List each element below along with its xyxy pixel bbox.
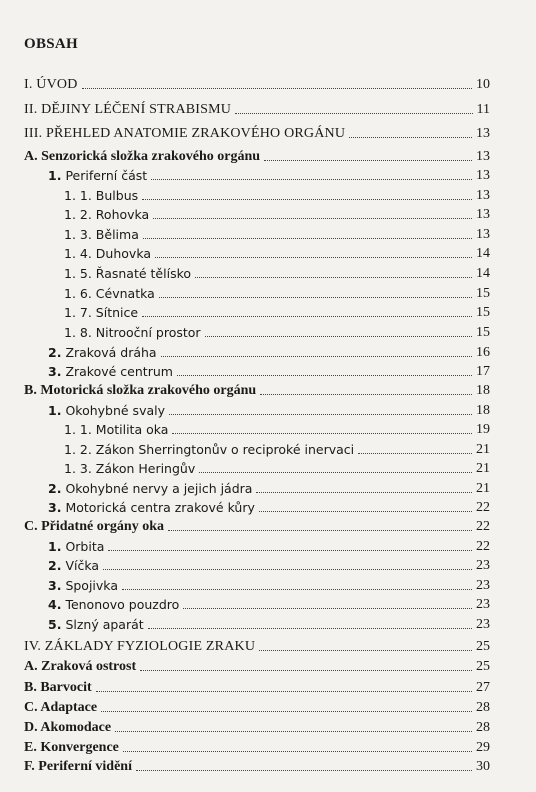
dot-leader (155, 256, 472, 258)
toc-entry-number: 2. (48, 481, 62, 496)
toc-entry[interactable] (24, 679, 490, 697)
toc-entry[interactable] (48, 557, 490, 575)
toc-entry-page: 19 (476, 422, 490, 437)
toc-entry-page: 13 (476, 188, 490, 203)
toc-entry-page: 13 (476, 149, 490, 164)
dot-leader (259, 649, 472, 651)
toc-entry-page: 18 (476, 383, 490, 398)
dot-leader (122, 588, 472, 590)
dot-leader (115, 730, 472, 732)
toc-entry-page: 29 (476, 740, 490, 755)
toc-entry-page: 14 (476, 266, 490, 281)
toc-entry-page: 21 (476, 442, 490, 457)
toc-entry[interactable] (24, 148, 490, 166)
toc-entry-number: 3. (48, 578, 62, 593)
page-title: OBSAH (24, 36, 79, 52)
dot-leader (199, 471, 472, 473)
toc-entry[interactable] (64, 324, 490, 342)
dot-leader (259, 510, 472, 512)
toc-entry-number: 1. (48, 539, 62, 554)
toc-entry-label: 1. 1. Motilita oka (64, 422, 169, 437)
toc-entry[interactable] (24, 518, 490, 536)
toc-entry-page: 25 (476, 639, 490, 654)
toc-entry-label: 1. 2. Zákon Sherringtonův o reciproké inervaci (64, 442, 355, 457)
toc-entry[interactable] (64, 206, 490, 224)
toc-entry-label: Víčka (65, 558, 100, 573)
toc-entry-page: 11 (476, 102, 490, 117)
toc-entry-label: Okohybné nervy a jejich jádra (65, 481, 253, 496)
toc-entry-label: 1. 7. Sítnice (64, 305, 139, 320)
toc-entry[interactable] (24, 125, 490, 143)
toc-entry-page: 15 (476, 286, 490, 301)
toc-entry[interactable] (24, 658, 490, 676)
toc-entry[interactable] (48, 363, 490, 381)
dot-leader (136, 769, 472, 771)
dot-leader (142, 315, 472, 317)
toc-entry[interactable] (48, 499, 490, 517)
toc-entry-label: Tenonovo pouzdro (65, 597, 180, 612)
toc-entry-page: 13 (476, 227, 490, 242)
dot-leader (349, 136, 472, 138)
toc-entry-label: Zrakové centrum (65, 364, 173, 379)
toc-entry-number: 5. (48, 617, 62, 632)
toc-entry[interactable] (48, 167, 490, 185)
toc-entry-number: 3. (48, 500, 62, 515)
toc-entry-label: IV. ZÁKLADY FYZIOLOGIE ZRAKU (24, 639, 256, 654)
dot-leader (82, 87, 472, 89)
toc-entry[interactable] (24, 101, 490, 119)
toc-entry-label: I. ÚVOD (24, 77, 78, 92)
toc-entry[interactable] (24, 719, 490, 737)
dot-leader (96, 690, 472, 692)
toc-entry-page: 10 (476, 77, 490, 92)
toc-entry-label: Okohybné svaly (65, 403, 165, 418)
toc-entry-label: B. Barvocit (24, 680, 92, 695)
toc-entry[interactable] (24, 739, 490, 757)
dot-leader (148, 627, 472, 629)
dot-leader (142, 198, 472, 200)
toc-entry-page: 28 (476, 720, 490, 735)
toc-entry-page: 21 (476, 481, 490, 496)
toc-entry-label: Periferní část (65, 168, 148, 183)
toc-entry[interactable] (48, 616, 490, 634)
toc-entry[interactable] (48, 344, 490, 362)
toc-entry-page: 23 (476, 597, 490, 612)
toc-entry-page: 22 (476, 539, 490, 554)
toc-entry-page: 23 (476, 578, 490, 593)
toc-entry-number: 1. (48, 168, 62, 183)
toc-entry-label: 1. 1. Bulbus (64, 188, 139, 203)
toc-entry-page: 22 (476, 519, 490, 534)
toc-entry-label: 1. 6. Cévnatka (64, 286, 155, 301)
toc-entry-page: 13 (476, 207, 490, 222)
toc-entry[interactable] (24, 76, 490, 94)
dot-leader (205, 335, 472, 337)
toc-entry-label: F. Periferní vidění (24, 759, 132, 774)
toc-entry[interactable] (64, 265, 490, 283)
toc-entry-label: 1. 5. Řasnaté tělísko (64, 266, 192, 281)
toc-entry-page: 14 (476, 246, 490, 261)
toc-entry-page: 16 (476, 345, 490, 360)
toc-entry-page: 13 (476, 126, 490, 141)
toc-entry-label: B. Motorická složka zrakového orgánu (24, 383, 257, 398)
toc-entry-page: 28 (476, 700, 490, 715)
dot-leader (177, 374, 472, 376)
dot-leader (260, 393, 472, 395)
toc-entry[interactable] (64, 226, 490, 244)
toc-entry-page: 18 (476, 403, 490, 418)
dot-leader (358, 452, 472, 454)
toc-entry-number: 2. (48, 345, 62, 360)
dot-leader (108, 549, 472, 551)
toc-entry[interactable] (64, 441, 490, 459)
toc-entry[interactable] (48, 402, 490, 420)
toc-entry-label: C. Přidatné orgány oka (24, 519, 164, 534)
toc-entry-label: E. Konvergence (24, 740, 119, 755)
toc-entry[interactable] (48, 577, 490, 595)
toc-entry-label: 1. 2. Rohovka (64, 207, 150, 222)
dot-leader (172, 432, 472, 434)
toc-entry[interactable] (24, 638, 490, 656)
dot-leader (159, 296, 472, 298)
toc-entry-label: III. PŘEHLED ANATOMIE ZRAKOVÉHO ORGÁNU (24, 126, 346, 141)
dot-leader (123, 750, 472, 752)
dot-leader (169, 413, 472, 415)
dot-leader (264, 159, 472, 161)
toc-entry-label: D. Akomodace (24, 720, 112, 735)
toc-entry-label: Zraková dráha (65, 345, 157, 360)
toc-entry-label: A. Senzorická složka zrakového orgánu (24, 149, 261, 164)
toc-entry-label: 1. 3. Bělima (64, 227, 139, 242)
dot-leader (143, 237, 472, 239)
dot-leader (153, 217, 472, 219)
toc-entry[interactable] (48, 596, 490, 614)
toc-entry-label: Orbita (65, 539, 105, 554)
toc-entry-label: Motorická centra zrakové kůry (65, 500, 255, 515)
toc-entry-page: 23 (476, 558, 490, 573)
toc-entry-number: 2. (48, 558, 62, 573)
toc-entry-number: 1. (48, 403, 62, 418)
toc-entry[interactable] (64, 245, 490, 263)
toc-entry-label: 1. 8. Nitrooční prostor (64, 325, 201, 340)
toc-entry-label: A. Zraková ostrost (24, 659, 137, 674)
toc-entry[interactable] (48, 480, 490, 498)
dot-leader (161, 355, 472, 357)
toc-entry[interactable] (64, 304, 490, 322)
toc-entry[interactable] (64, 421, 490, 439)
toc-entry-label: Spojivka (65, 578, 118, 593)
toc-entry-page: 25 (476, 659, 490, 674)
toc-entry-label: C. Adaptace (24, 700, 98, 715)
toc-entry-label: 1. 4. Duhovka (64, 246, 151, 261)
toc-entry[interactable] (64, 460, 490, 478)
toc-entry[interactable] (24, 382, 490, 400)
dot-leader (140, 669, 472, 671)
dot-leader (235, 112, 472, 114)
toc-entry-page: 27 (476, 680, 490, 695)
dot-leader (256, 491, 472, 493)
toc-entry[interactable] (64, 187, 490, 205)
toc-entry-page: 22 (476, 500, 490, 515)
dot-leader (151, 178, 472, 180)
toc-entry-label: Slzný aparát (65, 617, 144, 632)
toc-entry-page: 15 (476, 325, 490, 340)
toc-entry[interactable] (24, 699, 490, 717)
toc-entry-page: 30 (476, 759, 490, 774)
toc-entry-page: 13 (476, 168, 490, 183)
toc-entry-page: 15 (476, 305, 490, 320)
toc-entry-label: II. DĚJINY LÉČENÍ STRABISMU (24, 102, 232, 117)
dot-leader (103, 568, 472, 570)
toc-entry-page: 21 (476, 461, 490, 476)
toc-entry-number: 3. (48, 364, 62, 379)
toc-entry-label: 1. 3. Zákon Heringův (64, 461, 196, 476)
dot-leader (195, 276, 472, 278)
dot-leader (168, 529, 472, 531)
toc-entry-page: 23 (476, 617, 490, 632)
toc-entry-number: 4. (48, 597, 62, 612)
dot-leader (101, 710, 472, 712)
toc-entry-page: 17 (476, 364, 490, 379)
dot-leader (183, 607, 472, 609)
toc-entry[interactable] (48, 538, 490, 556)
toc-entry[interactable] (64, 285, 490, 303)
toc-entry[interactable] (24, 758, 490, 776)
